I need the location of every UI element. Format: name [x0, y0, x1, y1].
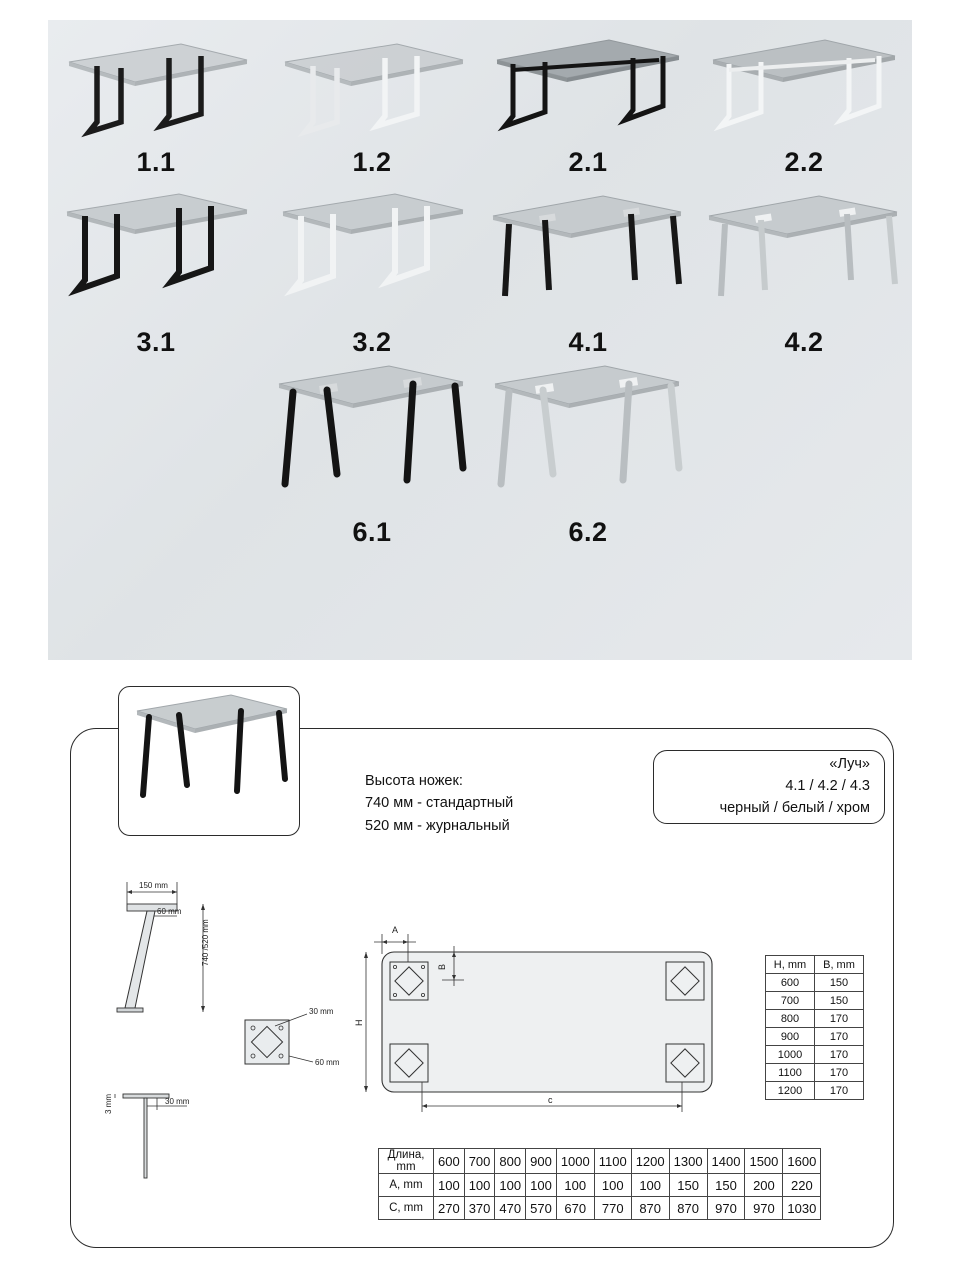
cell: 970: [745, 1197, 783, 1220]
cell: 700: [766, 992, 815, 1010]
cell: 770: [594, 1197, 631, 1220]
hb-table: [765, 955, 864, 1100]
table-illustration: [483, 20, 693, 145]
catalog-item-label: 6.1: [352, 517, 392, 547]
model-finishes: черный / белый / хром: [719, 799, 870, 816]
cell: 200: [745, 1174, 783, 1197]
catalog-item-label: 4.1: [568, 327, 608, 357]
cell: 150: [707, 1174, 745, 1197]
cell: 700: [464, 1149, 495, 1174]
catalog-item-3-2[interactable]: [264, 180, 480, 360]
cell: 150: [815, 992, 864, 1010]
table-illustration: [267, 180, 477, 320]
dim-profile-width: 30 mm: [165, 1097, 190, 1106]
cell: 1300: [669, 1149, 707, 1174]
label-h: H: [354, 1019, 364, 1026]
height-note-coffee: 520 мм - журнальный: [365, 817, 510, 834]
dim-plate-60: 60 mm: [315, 1058, 340, 1067]
table-row: [379, 1174, 821, 1197]
cell: 800: [766, 1010, 815, 1028]
model-name: «Луч»: [829, 756, 870, 773]
cell: 170: [815, 1082, 864, 1100]
leg-technical-drawing: [95, 860, 355, 1200]
label-b: B: [437, 963, 447, 970]
catalog-empty-cell: [696, 360, 912, 550]
cell: 170: [815, 1010, 864, 1028]
row-label-a: A, mm: [379, 1174, 434, 1197]
table-row: [766, 1082, 864, 1100]
cell: 1200: [631, 1149, 669, 1174]
catalog-row: [48, 20, 912, 180]
dim-plate-30: 30 mm: [309, 1007, 334, 1016]
cell: 1100: [594, 1149, 631, 1174]
dim-plate-offset: 60 mm: [157, 907, 182, 916]
hb-table-header-row: [766, 956, 864, 974]
catalog-item-6-2[interactable]: [480, 360, 696, 550]
cell: 100: [631, 1174, 669, 1197]
table-illustration-thumb: [119, 687, 299, 835]
table-row: [379, 1149, 821, 1174]
catalog-item-label: 2.1: [568, 147, 608, 177]
cell: 1400: [707, 1149, 745, 1174]
cell: 150: [669, 1174, 707, 1197]
table-illustration: [51, 180, 261, 320]
cell: 370: [464, 1197, 495, 1220]
cell: 570: [526, 1197, 557, 1220]
cell: 1100: [766, 1064, 815, 1082]
model-info-box: [653, 750, 885, 824]
catalog-item-2-1[interactable]: [480, 20, 696, 180]
height-note: [365, 770, 513, 837]
cell: 800: [495, 1149, 526, 1174]
cell: 970: [707, 1197, 745, 1220]
dim-top-width: 150 mm: [139, 881, 168, 890]
cell: 170: [815, 1064, 864, 1082]
catalog-item-4-2[interactable]: [696, 180, 912, 360]
cell: 600: [766, 974, 815, 992]
catalog-item-2-2[interactable]: [696, 20, 912, 180]
cell: 470: [495, 1197, 526, 1220]
catalog-row: [48, 180, 912, 360]
row-label-length: Длина, mm: [379, 1149, 434, 1174]
table-illustration: [483, 180, 693, 320]
cell: 100: [495, 1174, 526, 1197]
catalog-row: [48, 360, 912, 550]
cell: 170: [815, 1028, 864, 1046]
model-thumbnail: [118, 686, 300, 836]
table-illustration: [51, 20, 261, 145]
cell: 1000: [556, 1149, 594, 1174]
cell: 1000: [766, 1046, 815, 1064]
label-a: A: [392, 925, 399, 935]
table-row: [766, 974, 864, 992]
catalog-item-label: 2.2: [784, 147, 824, 177]
cell: 1030: [783, 1197, 821, 1220]
cell: 270: [434, 1197, 465, 1220]
cell: 870: [631, 1197, 669, 1220]
cell: 1500: [745, 1149, 783, 1174]
table-illustration: [483, 360, 693, 510]
catalog-item-3-1[interactable]: [48, 180, 264, 360]
hb-header-b: B, mm: [815, 956, 864, 974]
table-illustration: [267, 20, 477, 145]
height-note-title: Высота ножек:: [365, 773, 463, 789]
catalog-item-label: 4.2: [784, 327, 824, 357]
dim-leg-height: 740 /520 mm: [201, 919, 210, 966]
cell: 100: [556, 1174, 594, 1197]
cell: 220: [783, 1174, 821, 1197]
table-row: [379, 1197, 821, 1220]
catalog-item-label: 1.1: [136, 147, 176, 177]
cell: 670: [556, 1197, 594, 1220]
cell: 870: [669, 1197, 707, 1220]
label-c: c: [548, 1095, 553, 1105]
cell: 100: [526, 1174, 557, 1197]
table-row: [766, 1064, 864, 1082]
cell: 100: [594, 1174, 631, 1197]
catalog-item-6-1[interactable]: [264, 360, 480, 550]
table-row: [766, 1046, 864, 1064]
cell: 1600: [783, 1149, 821, 1174]
table-illustration: [699, 180, 909, 320]
cell: 900: [526, 1149, 557, 1174]
table-illustration: [267, 360, 477, 510]
table-row: [766, 1010, 864, 1028]
catalog-item-1-2[interactable]: [264, 20, 480, 180]
model-codes: 4.1 / 4.2 / 4.3: [785, 778, 870, 795]
catalog-panel: [48, 20, 912, 660]
table-row: [766, 992, 864, 1010]
dim-profile-thickness: 3 mm: [104, 1094, 113, 1114]
hb-header-h: H, mm: [766, 956, 815, 974]
tabletop-top-view: [352, 920, 742, 1130]
catalog-item-4-1[interactable]: [480, 180, 696, 360]
catalog-item-label: 3.2: [352, 327, 392, 357]
catalog-item-label: 3.1: [136, 327, 176, 357]
cell: 150: [815, 974, 864, 992]
catalog-item-1-1[interactable]: [48, 20, 264, 180]
table-row: [766, 1028, 864, 1046]
cell: 900: [766, 1028, 815, 1046]
cell: 600: [434, 1149, 465, 1174]
dimension-table: [378, 1148, 821, 1220]
table-illustration: [699, 20, 909, 145]
catalog-item-label: 1.2: [352, 147, 392, 177]
catalog-item-label: 6.2: [568, 517, 608, 547]
height-note-standard: 740 мм - стандартный: [365, 795, 514, 812]
cell: 100: [434, 1174, 465, 1197]
cell: 100: [464, 1174, 495, 1197]
cell: 170: [815, 1046, 864, 1064]
row-label-c: C, mm: [379, 1197, 434, 1220]
cell: 1200: [766, 1082, 815, 1100]
